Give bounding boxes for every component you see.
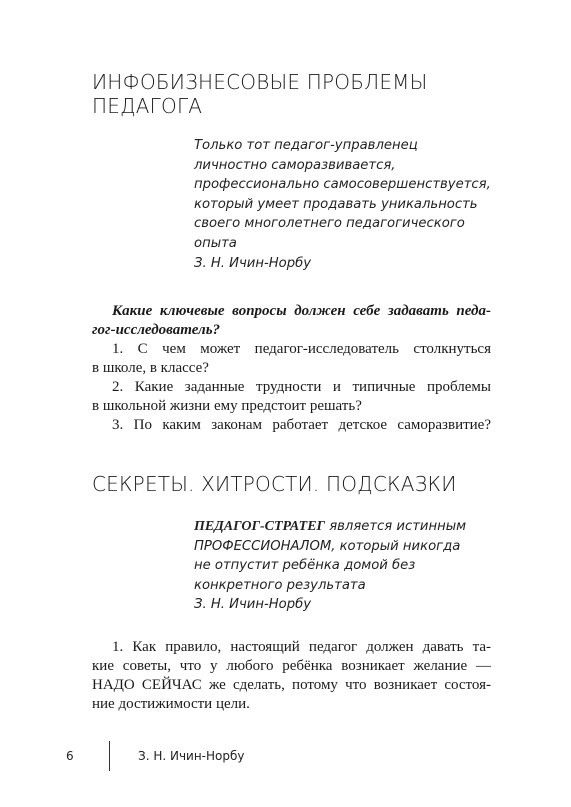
list-item-2-line-2: в школьной жизни ему предстоит решать?	[92, 398, 362, 414]
epigraph-1	[194, 136, 514, 273]
epigraph-line: который умеет продавать уникальность	[194, 196, 478, 212]
epigraph-line: опыта	[194, 235, 237, 251]
section-heading-problems	[92, 70, 512, 118]
list-item-text: 1. С чем может педагог-исследователь столкнуться	[112, 341, 491, 357]
footer-divider	[109, 741, 110, 771]
epigraph-line: Только тот педагог-управленец	[194, 138, 418, 153]
paragraph-line: ние достижимости цели.	[92, 696, 250, 712]
epigraph-bold-term: ПЕДАГОГ-СТРАТЕГ	[194, 519, 325, 534]
list-item-text: 2. Какие заданные трудности и типичные проблемы	[112, 379, 491, 395]
question-heading-line-1: Какие ключевые вопросы должен себе задавать педа-	[112, 303, 491, 319]
footer-author: З. Н. Ичин-Норбу	[138, 749, 245, 763]
epigraph-line: личностно саморазвивается,	[194, 157, 396, 173]
epigraph-line-rest: является истинным	[325, 519, 467, 534]
list-item-3-line-1	[92, 416, 491, 435]
advice-paragraph	[92, 638, 491, 714]
epigraph-line: ПРОФЕССИОНАЛОМ, который никогда	[194, 538, 461, 554]
question-heading-line-2: гог-исследователь?	[92, 322, 221, 338]
heading-line-2: ПЕДАГОГА	[92, 94, 203, 118]
list-item-2-line-1	[92, 378, 491, 397]
epigraph-line: не отпустит ребёнка домой без	[194, 558, 416, 574]
epigraph-line: своего многолетнего педагогического	[194, 216, 465, 232]
paragraph-line: НАДО СЕЙЧАС же сделать, потому что возникает состоя-	[92, 677, 491, 693]
epigraph-2	[194, 517, 514, 615]
epigraph-line	[194, 517, 514, 537]
questions-block	[92, 302, 491, 435]
paragraph-line: кие советы, что у любого ребёнка возникает желание —	[92, 658, 491, 674]
paragraph-line: 1. Как правило, настоящий педагог должен давать та-	[112, 639, 491, 655]
epigraph-author: З. Н. Ичин-Норбу	[194, 597, 312, 613]
page-number: 6	[66, 749, 74, 763]
list-item-1-line-2: в школе, в классе?	[92, 360, 209, 376]
list-item-text: 3. По каким законам работает детское саморазвитие?	[112, 417, 491, 433]
epigraph-author: З. Н. Ичин-Норбу	[194, 255, 312, 271]
epigraph-line: профессионально самосовершенствуется,	[194, 177, 491, 193]
section-heading-secrets: СЕКРЕТЫ. ХИТРОСТИ. ПОДСКАЗКИ	[92, 472, 457, 496]
list-item-1-line-1	[92, 340, 491, 359]
heading-line-1: ИНФОБИЗНЕСОВЫЕ ПРОБЛЕМЫ	[92, 70, 428, 94]
epigraph-line: конкретного результата	[194, 577, 366, 593]
